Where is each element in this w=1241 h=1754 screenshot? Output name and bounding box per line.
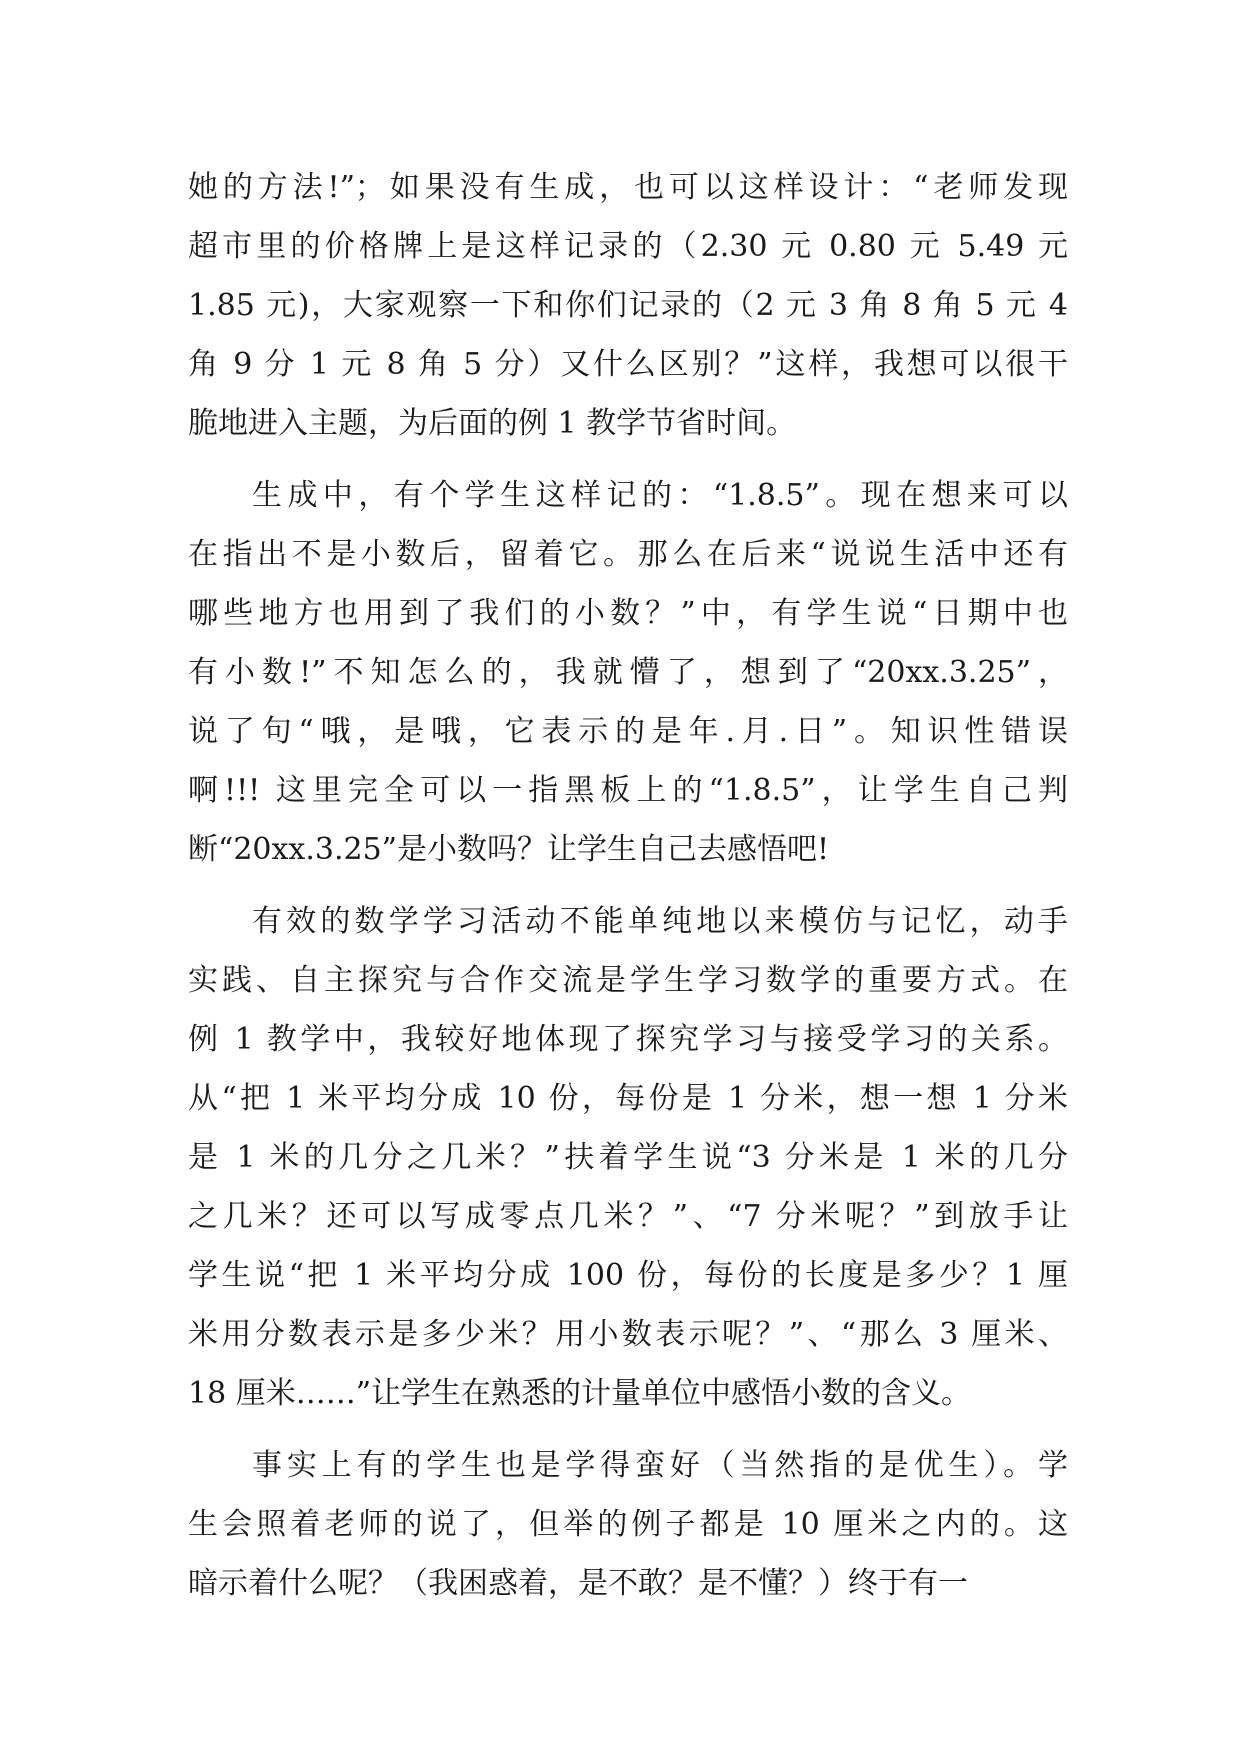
text-line: 有小数!”不知怎么的，我就懵了，想到了“20xx.3.25”， [188, 655, 1068, 690]
text-line: 在指出不是小数后，留着它。那么在后来“说说生活中还有 [188, 537, 1068, 572]
text-line: 18 厘米……”让学生在熟悉的计量单位中感悟小数的含义。 [188, 1376, 972, 1411]
text-line: 生会照着老师的说了，但举的例子都是 10 厘米之内的。这 [188, 1507, 1068, 1542]
text-line: 1.85 元)，大家观察一下和你们记录的（2 元 3 角 8 角 5 元 4 [188, 288, 1068, 323]
text-line: 哪些地方也用到了我们的小数？”中，有学生说“日期中也 [188, 596, 1068, 631]
text-line: 超市里的价格牌上是这样记录的（2.30 元 0.80 元 5.49 元 [188, 229, 1068, 264]
paragraph [188, 158, 1068, 453]
text-line: 米用分数表示是多少米？用小数表示呢？”、“那么 3 厘米、 [188, 1317, 1068, 1352]
text-line: 事实上有的学生也是学得蛮好（当然指的是优生）。学 [252, 1448, 1068, 1483]
text-line: 学生说“把 1 米平均分成 100 份，每份的长度是多少？1 厘 [188, 1258, 1068, 1293]
text-line: 脆地进入主题，为后面的例 1 教学节省时间。 [188, 406, 797, 441]
text-line: 角 9 分 1 元 8 角 5 分）又什么区别？”这样，我想可以很干 [188, 347, 1068, 382]
text-line: 从“把 1 米平均分成 10 份，每份是 1 分米，想一想 1 分米 [188, 1081, 1068, 1116]
paragraph [188, 892, 1068, 1423]
paragraph [188, 1436, 1068, 1613]
text-line: 之几米？还可以写成零点几米？”、“7 分米呢？”到放手让 [188, 1199, 1068, 1234]
paragraph [188, 466, 1068, 879]
text-line: 她的方法!”；如果没有生成，也可以这样设计：“老师发现 [188, 170, 1068, 205]
text-line: 生成中，有个学生这样记的：“1.8.5”。现在想来可以 [252, 478, 1068, 513]
text-line: 有效的数学学习活动不能单纯地以来模仿与记忆，动手 [252, 904, 1068, 939]
text-line: 断“20xx.3.25”是小数吗？让学生自己去感悟吧! [188, 832, 830, 867]
text-line: 实践、自主探究与合作交流是学生学习数学的重要方式。在 [188, 963, 1068, 998]
text-line: 暗示着什么呢？（我困惑着，是不敢？是不懂？）终于有一 [188, 1566, 968, 1601]
text-line: 说了句“哦，是哦，它表示的是年.月.日”。知识性错误 [188, 714, 1068, 749]
text-line: 啊!!! 这里完全可以一指黑板上的“1.8.5”，让学生自己判 [188, 773, 1068, 808]
text-line: 例 1 教学中，我较好地体现了探究学习与接受学习的关系。 [188, 1022, 1068, 1057]
text-line: 是 1 米的几分之几米？”扶着学生说“3 分米是 1 米的几分 [188, 1140, 1068, 1175]
document-body [188, 158, 1068, 1626]
